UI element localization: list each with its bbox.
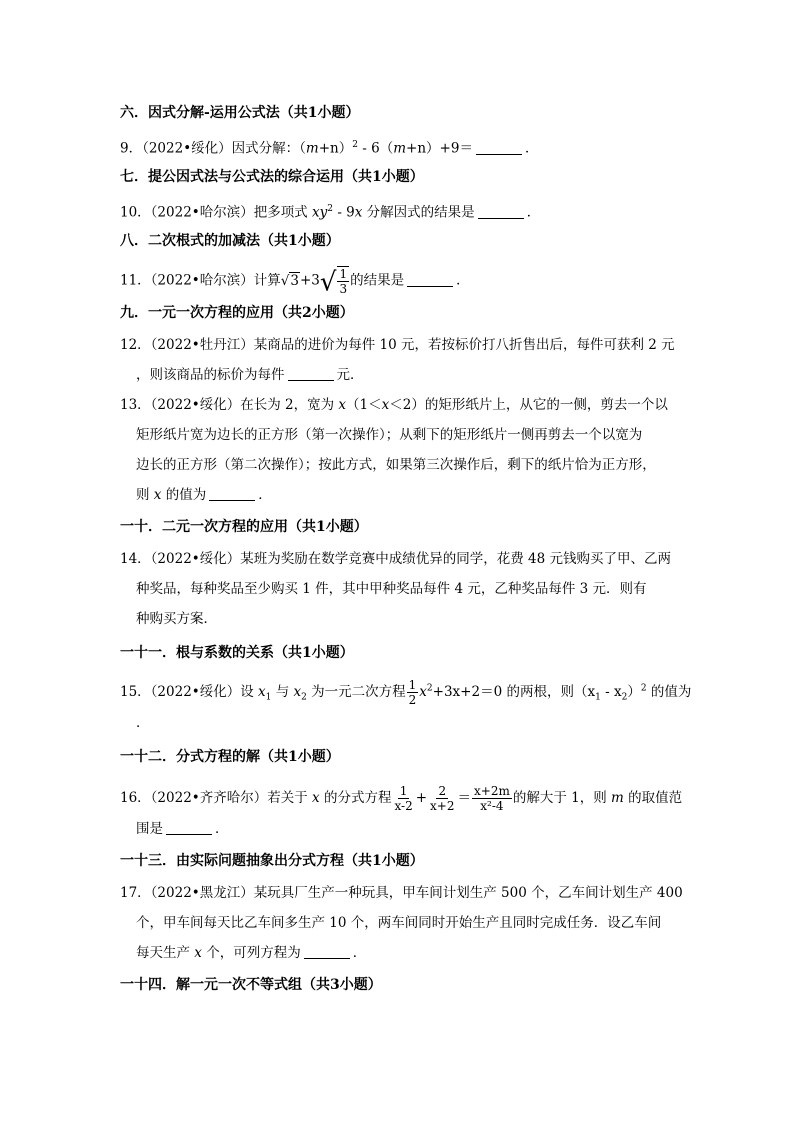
question-14-line2: 种奖品，每种奖品至少购买 1 件，其中甲种奖品每件 4 元，乙种奖品每件 3 元．则有 [136, 581, 647, 597]
answer-blank [288, 367, 334, 381]
answer-blank [476, 141, 522, 155]
section-heading-10: 一十．二元一次方程的应用（共1小题） [120, 519, 368, 535]
section-heading-8: 八．二次根式的加减法（共1小题） [120, 233, 340, 249]
question-13-line3: 边长的正方形（第二次操作）；按此方式，如果第三次操作后，剩下的纸片恰为正方形， [136, 457, 656, 473]
question-16-line2: 围是 ． [136, 821, 229, 837]
fraction: $\frac{x+2m}{\text{x²-4}}$ [474, 784, 510, 813]
question-17-line3: 每天生产 x 个，可列方程为 ． [136, 945, 367, 961]
question-17-line2: 个，甲车间每天比乙车间多生产 10 个，两车间同时开始生产且同时完成任务．设乙车间 [136, 915, 662, 931]
question-15-line2: ． [136, 715, 150, 731]
answer-blank [304, 945, 350, 959]
answer-blank [209, 487, 255, 501]
answer-blank [407, 273, 453, 287]
question-11: 11．（2022•哈尔滨）计算√3+3√ $\frac{1}{3}$ 的结果是 ． [120, 267, 470, 298]
question-9: 9．（2022•绥化）因式分解：$(m+n)^2 - 6(m+n)+9=$ ． [120, 140, 539, 157]
answer-blank [478, 205, 524, 219]
question-13-line2: 矩形纸片宽为边长的正方形（第一次操作）；从剩下的矩形纸片一侧再剪去一个以宽为 [136, 427, 643, 443]
section-heading-12: 一十二．分式方程的解（共1小题） [120, 749, 340, 765]
question-10: 10．（2022•哈尔滨）把多项式 $xy^2 - 9x$ 分解因式的结果是 ． [120, 204, 541, 221]
question-13-line4: 则 x 的值为 ． [136, 487, 272, 503]
fraction: $\frac{2}{x+2}$ [430, 784, 455, 813]
fraction: $\frac{1}{x-2}$ [394, 784, 413, 813]
question-16-line1: 16．（2022•齐齐哈尔）若关于 x 的分式方程 $\frac{1}{x-2}$ + $\frac{2}{x+2}$ ＝ $\frac{x+2m}{\text{x²-4}}$ 的解大于 1，则 m 的取值范 [120, 784, 683, 813]
question-17-line1: 17．（2022•黑龙江）某玩具厂生产一种玩具，甲车间计划生产 500 个，乙车间计划生产 400 [120, 885, 683, 901]
question-15-line1: 15．（2022•绥化）设 $x_1$ 与 $x_2$ 为一元二次方程 $\frac{1}{2}$ $x^2+3x+2=0$ 的两根，则$(x_1 - x_2)^2$ 的值为 [120, 678, 692, 707]
question-13-line1: 13．（2022•绥化）在长为 2，宽为 x（1＜x＜2）的矩形纸片上，从它的一侧，剪去一个以 [120, 397, 668, 413]
fraction: $\frac{1}{2}$ [408, 678, 417, 707]
question-14-line1: 14．（2022•绥化）某班为奖励在数学竞赛中成绩优异的同学，花费 48 元钱购买了甲、乙两 [120, 551, 672, 567]
fraction: $\frac{1}{3}$ [339, 267, 348, 296]
question-12-line2: ，则该商品的标价为每件 元． [136, 367, 364, 383]
question-14-line3: 种购买方案． [136, 611, 217, 627]
sqrt-symbol: √3 [280, 272, 299, 289]
section-heading-9: 九．一元一次方程的应用（共2小题） [120, 305, 354, 321]
sqrt-symbol: √ [319, 267, 337, 298]
question-12-line1: 12．（2022•牡丹江）某商品的进价为每件 10 元，若按标价打八折售出后，每件可获利 2 元 [120, 337, 675, 353]
section-heading-6: 六．因式分解-运用公式法（共1小题） [120, 105, 360, 121]
section-heading-13: 一十三．由实际问题抽象出分式方程（共1小题） [120, 853, 424, 869]
answer-blank [166, 821, 212, 835]
section-heading-14: 一十四．解一元一次不等式组（共3小题） [120, 977, 382, 993]
section-heading-11: 一十一．根与系数的关系（共1小题） [120, 645, 354, 661]
section-heading-7: 七．提公因式法与公式法的综合运用（共1小题） [120, 169, 424, 185]
